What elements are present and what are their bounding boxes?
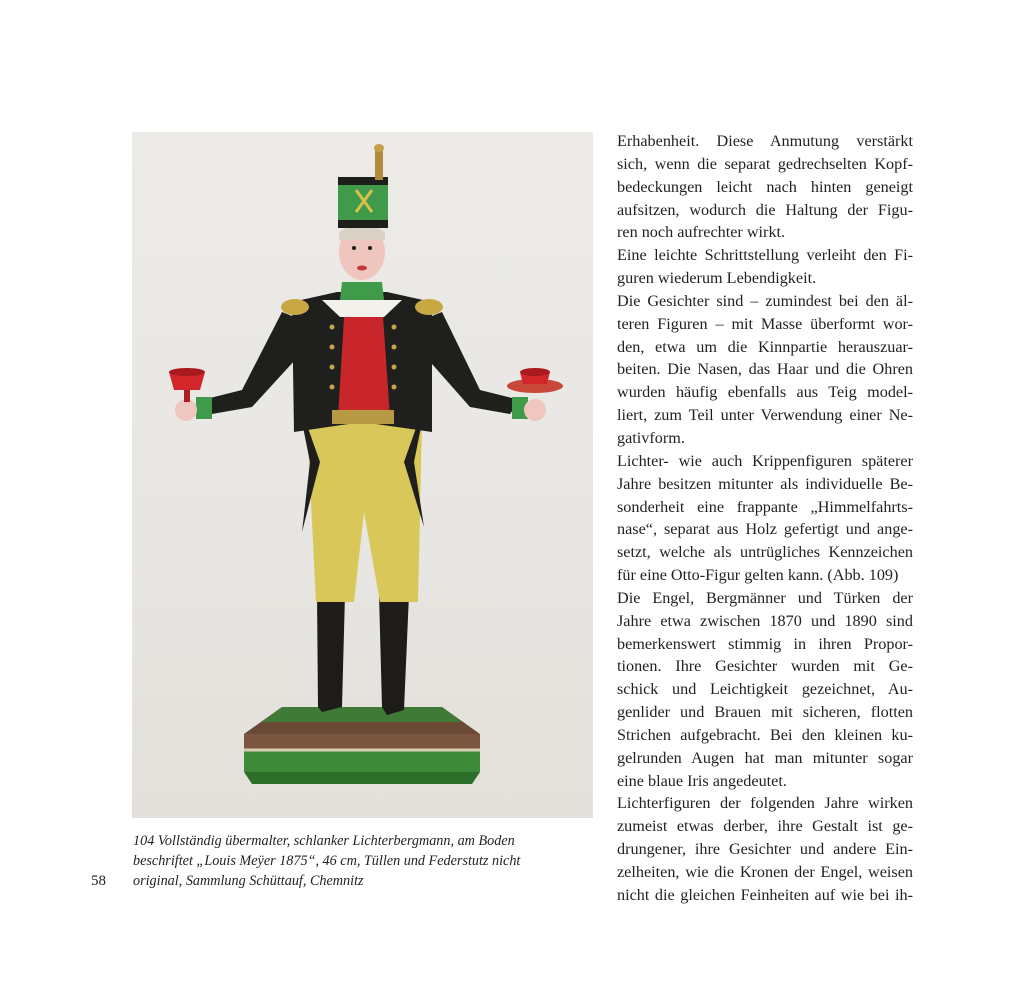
candle-holder-right [507,368,563,393]
body-text-line: Erhabenheit. Diese Anmutung verstärkt [617,132,913,150]
body-text-line: Jahre besitzen mitunter als individuelle Be- [617,474,913,493]
body-text-line: sich, wenn die separat gedrechselten Kopf- [617,154,913,173]
red-vest [338,302,390,417]
yellow-trousers [307,422,422,602]
body-text-line: nase“, separat aus Holz gefertigt und ange- [617,520,913,539]
body-text-line: Strichen aufgebracht. Bei den kleinen ku- [617,725,913,744]
body-text-line: guren wiederum Lebendigkeit. [617,269,817,288]
body-text-line: tionen. Ihre Gesichter wurden mit Ge- [617,657,913,676]
body-text-line: drungener, ihre Gesichter und andere Ein- [617,840,913,859]
body-text-line: nicht die gleichen Feinheiten auf wie bei ih- [617,885,913,904]
body-text-line: bedeckungen leicht nach hinten geneigt [617,177,913,196]
body-text-line: Eine leichte Schrittstellung verleiht den Fi- [617,246,913,265]
body-text-line: ren noch aufrechter wirkt. [617,223,786,242]
caption-line: beschriftet „Louis Meÿer 1875“, 46 cm, Tüllen und Federstutz nicht [133,853,521,869]
figure-caption [133,831,593,891]
body-text-line: sonderheit eine frappante „Himmelfahrts- [617,497,913,516]
caption-line: original, Sammlung Schüttauf, Chemnitz [133,873,364,889]
wooden-base [244,707,480,784]
body-text-line: für eine Otto-Figur gelten kann. (Abb. 109) [617,566,899,585]
body-text-line: gativform. [617,428,685,447]
body-text-line: wurden häufig ebenfalls aus Teig model- [617,383,913,402]
body-text-line: Lichterfiguren der folgenden Jahre wirken [617,794,913,813]
page-number: 58 [91,873,106,889]
body-text-line: genlider und Brauen mit sicheren, flotten [617,703,913,722]
body-text-line: Die Engel, Bergmänner und Türken der [617,588,913,607]
body-text-line: beiten. Die Nasen, das Haar und die Ohren [617,360,913,379]
caption-line: Vollständig übermalter, schlanker Lichterbergmann, am Boden [157,833,515,849]
body-text-line: zumeist etwas derber, ihre Gestalt ist ge- [617,817,913,836]
candle-holder-left [169,368,205,402]
lichterbergmann-figure-illustration [132,132,593,818]
body-text-line: Jahre etwa zwischen 1870 und 1890 sind [617,611,913,630]
body-text-line: Lichter- wie auch Krippenfiguren späterer [617,451,913,470]
body-text-line: gelrunden Augen hat man mitunter sogar [617,748,913,767]
body-text-line: aufsitzen, wodurch die Haltung der Figu- [617,200,913,219]
body-text-line: teren Figuren – mit Masse überformt wor- [617,314,913,333]
body-text-line: schick und Leichtigkeit gezeichnet, Au- [617,680,913,699]
body-text-column [617,130,913,907]
green-shako-hat [338,144,388,228]
body-text-line: bemerkenswert stimmig in ihren Propor- [617,634,913,653]
caption-number: 104 [133,833,155,849]
figure-photo [132,132,593,818]
belt [332,410,394,424]
body-text-line: liert, zum Teil unter Verwendung einer Ne- [617,406,913,425]
body-text-line: den, etwa um die Kinnpartie herauszuar- [617,337,913,356]
body-text-line: setzt, welche als untrügliches Kennzeichen [617,543,913,562]
boots [317,594,409,715]
body-text-line: zelheiten, wie die Kronen der Engel, weisen [617,863,913,881]
right-arm [417,312,520,414]
left-arm [202,312,307,414]
body-text-line: Die Gesichter sind – zumindest bei den äl- [617,291,913,310]
body-text-line: eine blaue Iris angedeutet. [617,771,787,790]
